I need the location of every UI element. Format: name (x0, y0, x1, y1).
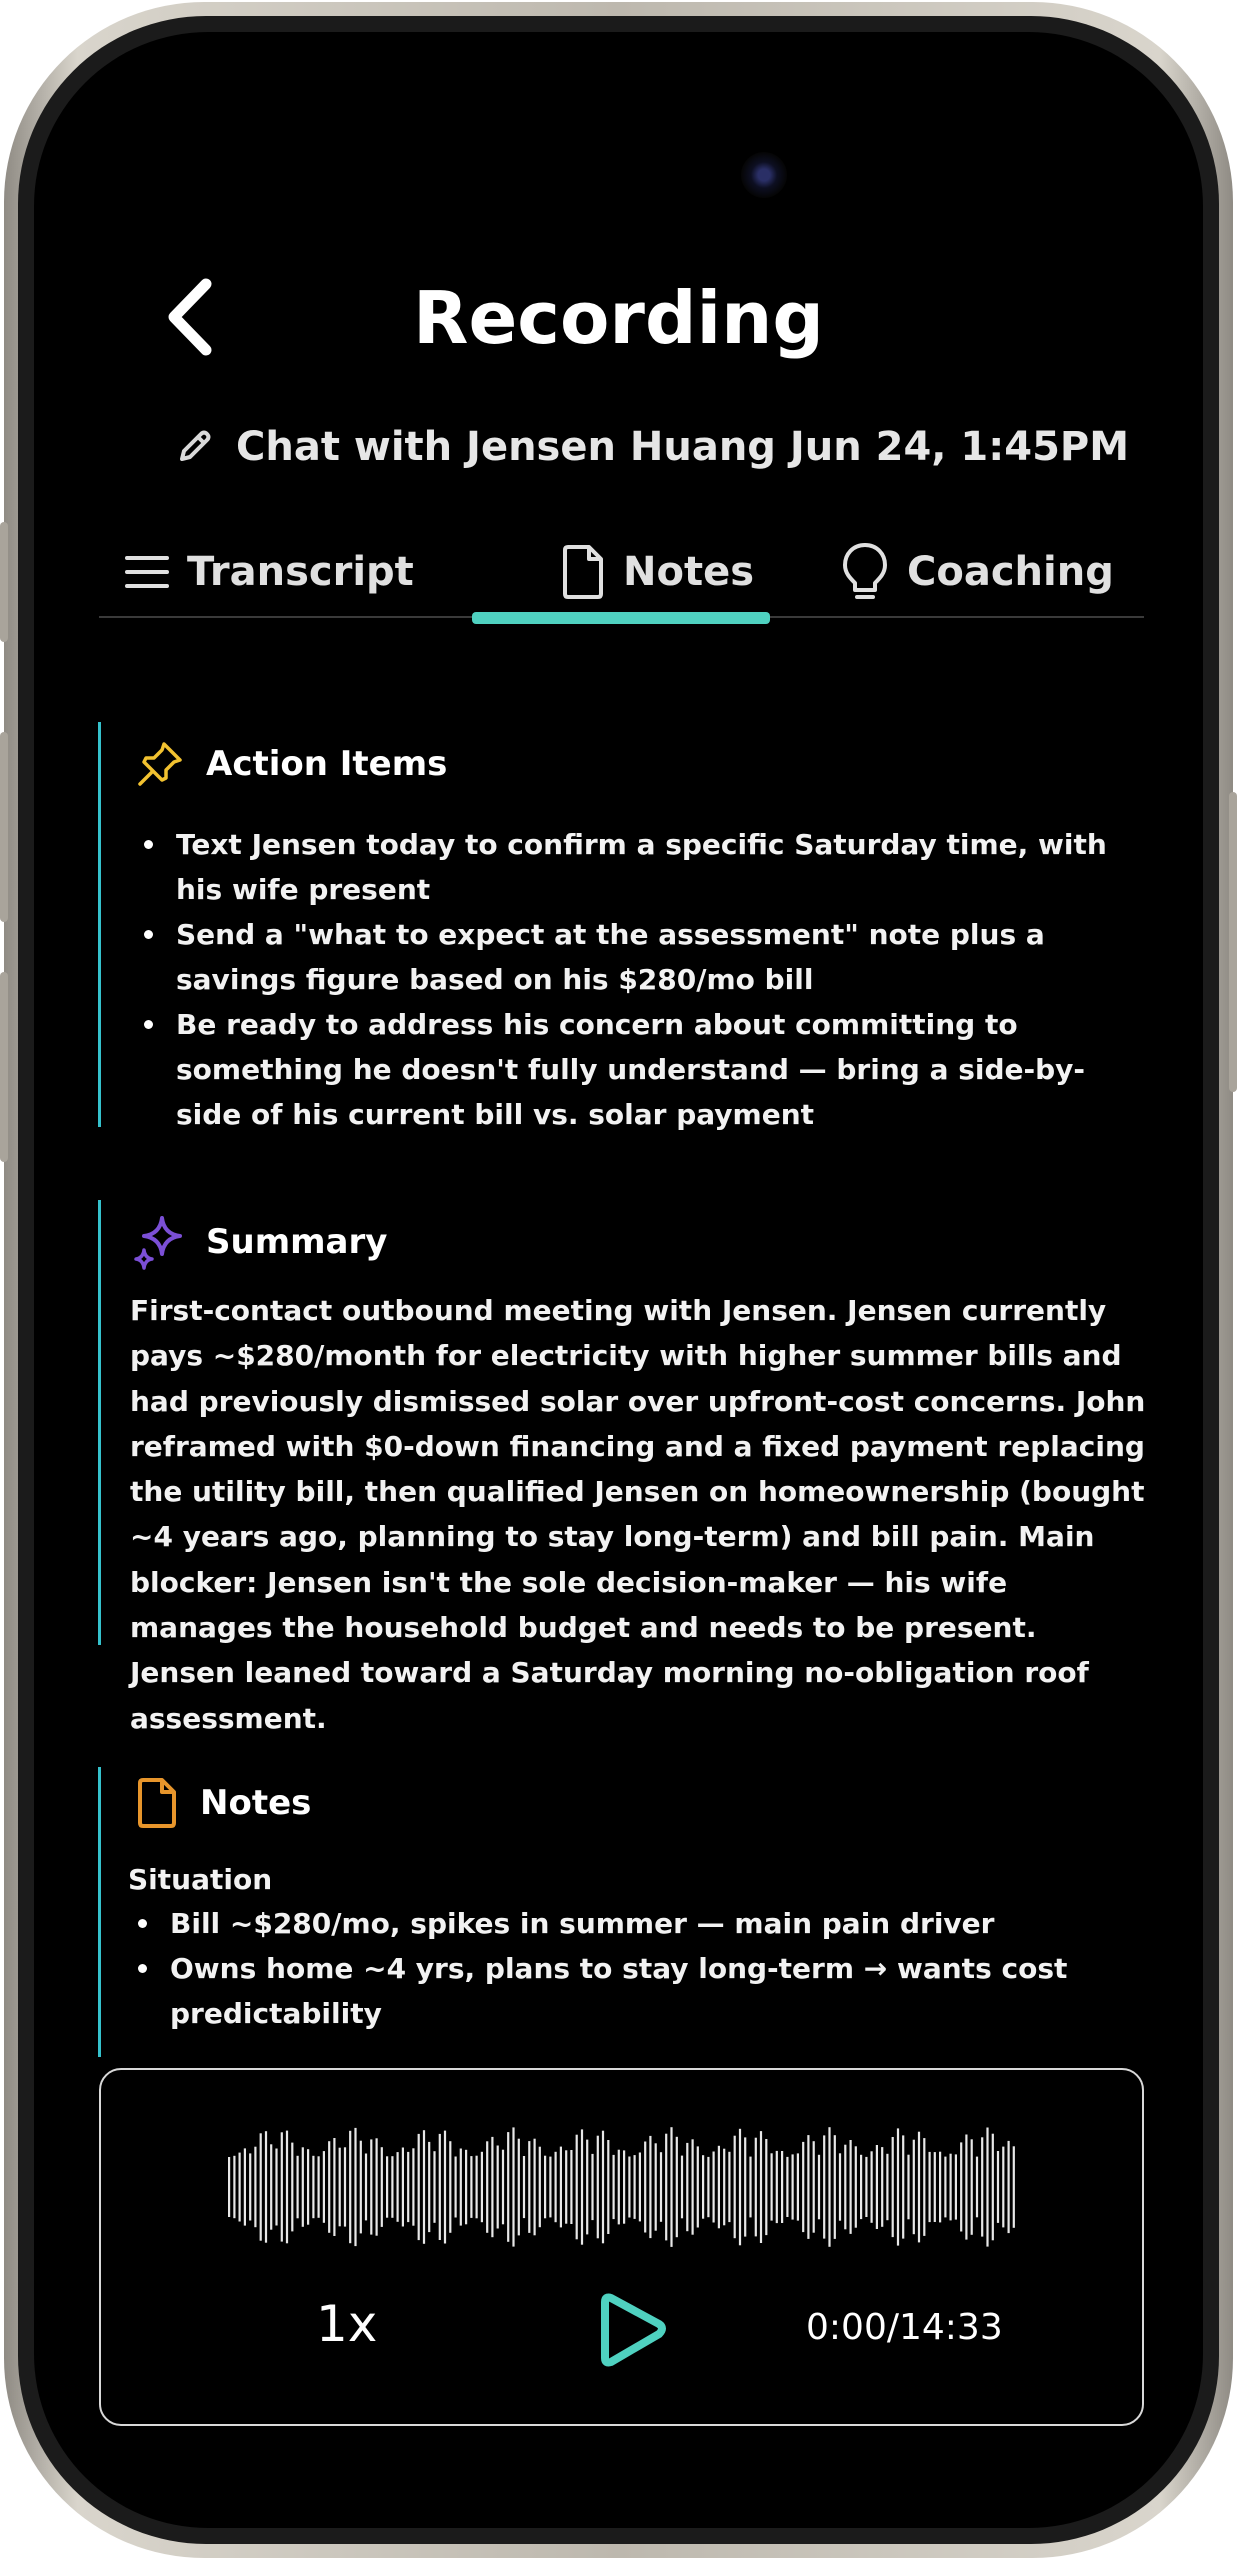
waveform-bar (302, 2147, 304, 2227)
volume-down-button (0, 972, 8, 1162)
waveform-bar (892, 2137, 894, 2237)
summary-section (98, 1200, 1148, 1735)
waveform-bar (523, 2156, 525, 2218)
waveform-bar (376, 2138, 378, 2235)
waveform-bar (518, 2139, 520, 2236)
waveform-bar (634, 2155, 636, 2219)
tab-transcript[interactable] (125, 532, 414, 612)
waveform-bar (886, 2154, 888, 2220)
waveform-bar (976, 2157, 978, 2218)
waveform-scrubber[interactable] (228, 2125, 1018, 2249)
waveform-bar (281, 2132, 283, 2241)
waveform-bar (771, 2153, 773, 2220)
waveform-bar (844, 2145, 846, 2230)
waveform-bar (755, 2138, 757, 2237)
waveform-bar (697, 2146, 699, 2227)
play-button[interactable] (591, 2290, 671, 2374)
waveform-bar (644, 2142, 646, 2233)
action-items-section (98, 722, 1148, 1131)
waveform-bar (318, 2156, 320, 2218)
waveform-bar (818, 2155, 820, 2220)
waveform-bar (460, 2149, 462, 2226)
power-button (1229, 792, 1237, 1092)
waveform-bar (597, 2136, 599, 2239)
waveform-bar (455, 2157, 457, 2218)
waveform-bar (692, 2139, 694, 2234)
summary-title: Summary (206, 1222, 388, 1262)
waveform-bar (381, 2147, 383, 2227)
document-icon (561, 544, 605, 600)
waveform-bar (623, 2150, 625, 2223)
waveform-bar (728, 2152, 730, 2222)
waveform-bar (934, 2152, 936, 2222)
tab-notes-label: Notes (623, 549, 755, 595)
waveform-bar (918, 2132, 920, 2243)
waveform-bar (249, 2153, 251, 2220)
waveform-bar (534, 2139, 536, 2236)
waveform-bar (539, 2147, 541, 2228)
waveform-bar (897, 2128, 899, 2245)
waveform-bar (797, 2153, 799, 2220)
waveform-bar (254, 2147, 256, 2228)
waveform-bar (307, 2149, 309, 2225)
waveform-bar (433, 2151, 435, 2223)
tab-bar (99, 532, 1144, 632)
waveform-bar (570, 2150, 572, 2224)
waveform-bar (839, 2153, 841, 2220)
recording-title[interactable] (174, 417, 1129, 477)
waveform-bar (660, 2152, 662, 2222)
waveform-bar (713, 2152, 715, 2223)
waveform-bar (639, 2153, 641, 2222)
summary-header (132, 1212, 387, 1272)
waveform-bar (686, 2143, 688, 2231)
waveform-bar (707, 2157, 709, 2217)
waveform-bar (439, 2134, 441, 2240)
waveform-bar (960, 2142, 962, 2231)
waveform-bar (365, 2154, 367, 2221)
list-item: Send a "what to expect at the assessment" note plus a savings figure based on his $280/mo bill (134, 912, 1134, 1002)
waveform-bar (776, 2151, 778, 2223)
waveform-bar (907, 2155, 909, 2220)
waveform-bar (265, 2131, 267, 2243)
waveform-bar (544, 2156, 546, 2219)
notes-list (128, 1901, 1128, 2036)
waveform-bar (981, 2137, 983, 2236)
list-item: Be ready to address his concern about committing to something he doesn't fully understand — bring a side-by-side of his current bill vs. solar payment (134, 1002, 1134, 1137)
play-icon (591, 2290, 671, 2370)
list-item: Owns home ~4 yrs, plans to stay long-term → wants cost predictability (128, 1946, 1128, 2036)
waveform-bar (665, 2134, 667, 2241)
pushpin-icon (136, 740, 184, 788)
waveform-bar (360, 2141, 362, 2234)
menu-lines-icon (125, 553, 169, 591)
waveform-bar (971, 2139, 973, 2235)
waveform-bar (591, 2154, 593, 2220)
waveform-bar (275, 2149, 277, 2226)
action-items-title: Action Items (206, 744, 448, 784)
waveform-bar (749, 2157, 751, 2218)
summary-text: First-contact outbound meeting with Jensen. Jensen currently pays ~$280/month for electricity with higher summer bills and had previously dismissed solar over upfront-cost concerns. John reframed with $0-down financing and a fixed payment replacing the utility bill, then qualified Jensen on homeownership (bought ~4 years ago, planning to stay long-term) and bill pain. Main blocker: Jensen isn't the sole decision-maker — his wife manages the household budget and needs to be present. Jensen leaned toward a Saturday morning no-obligation roof assessment. (130, 1294, 1146, 1735)
waveform-bar (407, 2152, 409, 2222)
waveform-bar (397, 2152, 399, 2222)
notes-header (136, 1773, 311, 1833)
waveform-bar (239, 2153, 241, 2222)
waveform-bar (328, 2141, 330, 2233)
recording-title-text: Chat with Jensen Huang Jun 24, 1:45PM (236, 424, 1130, 470)
waveform-bar (449, 2141, 451, 2233)
waveform-bar (491, 2137, 493, 2237)
waveform-bar (807, 2135, 809, 2239)
waveform-bar (323, 2151, 325, 2223)
waveform-bar (386, 2156, 388, 2217)
waveform-bar (476, 2156, 478, 2219)
waveform-bar (344, 2147, 346, 2226)
sparkle-icon (132, 1214, 184, 1270)
waveform-bar (402, 2148, 404, 2227)
waveform-bar (997, 2151, 999, 2223)
waveform-bar (418, 2134, 420, 2240)
waveform-bar (723, 2149, 725, 2226)
waveform-bar (760, 2131, 762, 2243)
waveform-bar (649, 2136, 651, 2238)
audio-player (99, 2068, 1144, 2426)
waveform-bar (465, 2150, 467, 2225)
waveform-bar (602, 2131, 604, 2244)
waveform-bar (955, 2154, 957, 2219)
waveform-bar (412, 2148, 414, 2225)
section-accent-bar (98, 1200, 101, 1645)
waveform-bar (581, 2129, 583, 2244)
waveform-bar (260, 2133, 262, 2240)
list-item: Text Jensen today to confirm a specific Saturday time, with his wife present (134, 822, 1134, 912)
waveform-bar (1013, 2146, 1015, 2228)
notes-section (98, 1767, 1148, 2057)
waveform-bar (813, 2141, 815, 2233)
waveform-bar (423, 2130, 425, 2244)
waveform-bar (312, 2156, 314, 2218)
waveform-bar (497, 2146, 499, 2229)
tab-notes[interactable] (561, 532, 754, 612)
waveform-bar (681, 2156, 683, 2219)
tab-coaching-label: Coaching (907, 549, 1114, 595)
waveform-bar (486, 2141, 488, 2233)
waveform-bar (244, 2148, 246, 2225)
waveform-bar (507, 2132, 509, 2242)
playback-time: 0:00/14:33 (806, 2307, 1003, 2348)
front-camera (741, 152, 787, 198)
waveform-bar (802, 2142, 804, 2232)
section-accent-bar (98, 1767, 101, 2057)
waveform-bar (865, 2157, 867, 2217)
waveform-bar (676, 2137, 678, 2237)
waveform-bar (391, 2156, 393, 2218)
tab-transcript-label: Transcript (187, 549, 414, 595)
waveform-bar (702, 2155, 704, 2219)
waveform-bar (950, 2154, 952, 2221)
waveform-bar (565, 2150, 567, 2223)
waveform-bar (618, 2150, 620, 2225)
waveform-bar (718, 2146, 720, 2229)
waveform-bar (370, 2139, 372, 2234)
waveform-bar (850, 2140, 852, 2234)
waveform-bar (876, 2145, 878, 2229)
action-button (0, 522, 8, 642)
waveform-bar (929, 2152, 931, 2222)
waveform-bar (555, 2152, 557, 2222)
waveform-bar (228, 2157, 230, 2217)
waveform-bar (792, 2154, 794, 2219)
waveform-bar (834, 2135, 836, 2239)
waveform-bar (1002, 2147, 1004, 2228)
waveform-bar (607, 2140, 609, 2234)
notes-subheading: Situation (128, 1863, 273, 1896)
waveform-bar (765, 2139, 767, 2235)
waveform-bar (881, 2147, 883, 2227)
action-items-list (134, 822, 1134, 1137)
waveform-bar (939, 2152, 941, 2223)
waveform-bar (739, 2129, 741, 2246)
action-items-header (136, 734, 447, 794)
waveform-bar (291, 2143, 293, 2232)
waveform-bar (828, 2127, 830, 2247)
waveform-bar (512, 2127, 514, 2246)
list-item: Bill ~$280/mo, spikes in summer — main pain driver (128, 1901, 1128, 1946)
waveform-bar (333, 2138, 335, 2236)
lightbulb-icon (841, 542, 889, 602)
waveform-bar (270, 2144, 272, 2229)
waveform-bar (823, 2135, 825, 2238)
waveform-bar (349, 2131, 351, 2243)
waveform-bar (913, 2140, 915, 2235)
waveform-bar (613, 2155, 615, 2219)
waveform-bar (528, 2141, 530, 2233)
waveform-bar (502, 2150, 504, 2225)
waveform-bar (233, 2156, 235, 2218)
active-tab-indicator (472, 612, 770, 624)
waveform-bar (655, 2143, 657, 2230)
waveform-bar (339, 2148, 341, 2227)
waveform-bar (986, 2128, 988, 2247)
waveform-bar (444, 2131, 446, 2244)
waveform-bar (481, 2152, 483, 2222)
waveform-bar (923, 2138, 925, 2236)
waveform-bar (786, 2157, 788, 2217)
waveform-bar (586, 2140, 588, 2235)
waveform-bar (992, 2134, 994, 2241)
waveform-bar (871, 2151, 873, 2223)
tab-coaching[interactable] (841, 532, 1114, 612)
waveform-bar (1008, 2141, 1010, 2233)
waveform-bar (734, 2136, 736, 2239)
screen (34, 32, 1203, 2528)
phone-frame (4, 2, 1233, 2558)
waveform-bar (354, 2128, 356, 2246)
waveform-bar (628, 2157, 630, 2218)
waveform-bar (855, 2146, 857, 2227)
waveform-bar (781, 2151, 783, 2223)
waveform-bar (965, 2135, 967, 2240)
waveform-bar (744, 2137, 746, 2236)
waveform-bar (428, 2142, 430, 2232)
waveform-bar (286, 2131, 288, 2244)
pencil-icon (174, 427, 214, 467)
waveform-bar (549, 2157, 551, 2218)
waveform-bar (670, 2127, 672, 2247)
playback-speed-button[interactable]: 1x (316, 2295, 378, 2353)
waveform-bar (576, 2135, 578, 2240)
waveform-bar (297, 2156, 299, 2219)
waveform-bar (560, 2147, 562, 2228)
volume-up-button (0, 732, 8, 922)
document-icon (136, 1777, 178, 1829)
page-title: Recording (413, 276, 824, 360)
section-accent-bar (98, 722, 101, 1127)
waveform-bar (470, 2156, 472, 2218)
notes-title: Notes (200, 1783, 312, 1823)
waveform-bar (902, 2135, 904, 2238)
waveform-bar (944, 2157, 946, 2218)
waveform-bar (860, 2155, 862, 2219)
